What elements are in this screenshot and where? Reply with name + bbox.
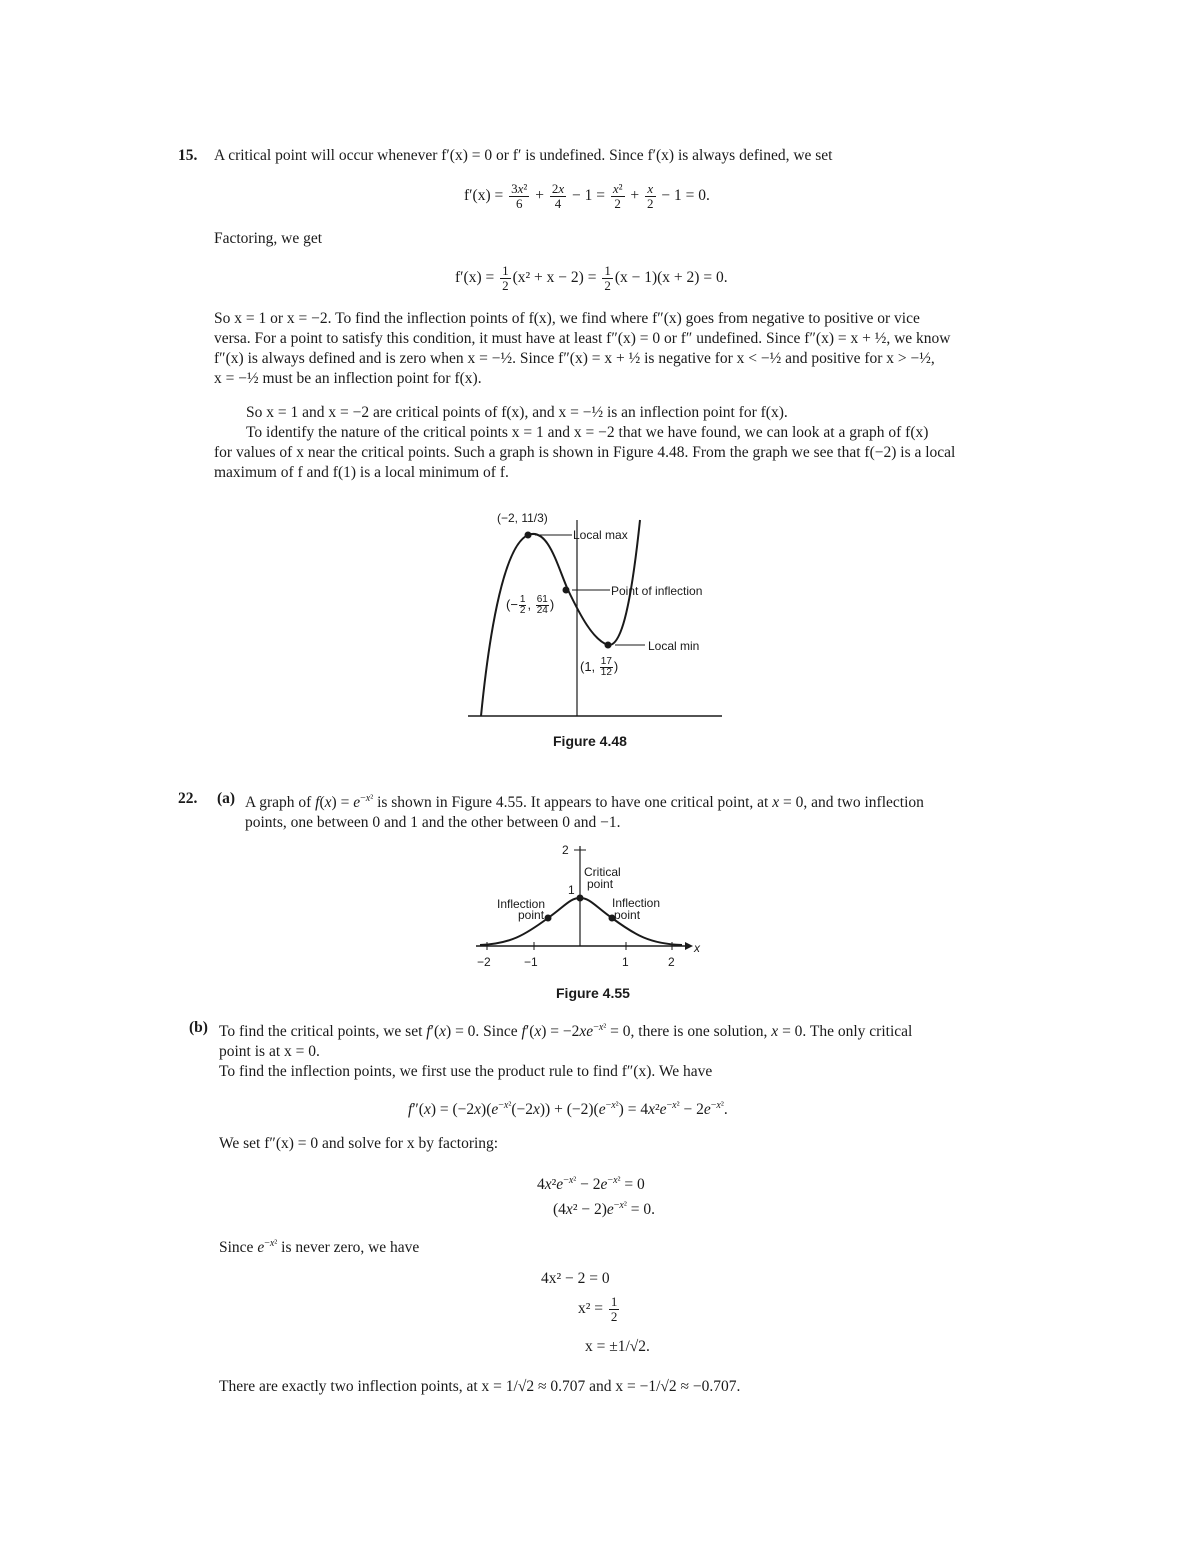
fig455-tick-y2: 2 xyxy=(562,843,569,857)
p22-equation-4b: $(4x^2 - 2)e^{-x^2} = 0$. xyxy=(553,1200,655,1219)
fig455-label-inflection-left-2: point xyxy=(518,908,545,922)
figure-4-55 xyxy=(470,840,710,980)
fig455-label-critical-2: point xyxy=(587,877,614,891)
figure-4-55-caption: Figure 4.55 xyxy=(556,985,630,1001)
fig448-label-local-min: Local min xyxy=(648,639,700,653)
fig448-local-max-point xyxy=(525,532,532,539)
fig448-min-coords: (1, $\frac{17}{12}$ ) xyxy=(580,656,619,678)
fig455-tick-y1: 1 xyxy=(568,883,575,897)
problem-number-15: 15. xyxy=(178,147,198,164)
part-b-never-zero: Since $e^{-x^2}$ is never zero, we have xyxy=(219,1238,420,1257)
p22-equation-fpp: $f''(x) = (-2x)(e^{-x^2}(-2x)) + (-2)(e^{-x^2}) = 4x^2e^{-x^2} - 2e^{-x^2}$. xyxy=(408,1100,728,1119)
part-a-text: A graph of $f(x) = e^{-x^2}$ is shown in Figure 4.55. It appears to have one critical point, at x = 0, and two inflection points, one between 0 and 1 and the other between 0 and −1. xyxy=(245,793,924,832)
p15-paragraph-1: So x = 1 or x = −2. To find the inflection points of f(x), we find where f″(x) goes from negative to positive or vice versa. For a point to satisfy this condition, it must have at least f″(x) = 0 or f″ undefined. Since f″(x) = x + ½, we know f″(x) is always defined and is zero when x = −½. Since f″(x) = x + ½ is negative for x < −½ and positive for x > −½, x = −½ must be an inflection point for f(x). xyxy=(214,310,951,387)
fig455-label-critical: Critical xyxy=(584,865,621,879)
fig448-curve xyxy=(481,520,640,716)
fig455-label-inflection-right: Inflection xyxy=(612,896,661,910)
part-b-text: To find the critical points, we set f′(x) = 0. Since $f'(x) = -2xe^{-x^2} = 0$, there is one solution, x = 0. The only critical point is at x = 0. To find the inflection points, we first use the product rule to find f″(x). We have xyxy=(219,1022,913,1081)
figure-4-48-caption: Figure 4.48 xyxy=(553,733,627,749)
part-a-label: (a) xyxy=(217,790,236,807)
p15-paragraph-3: To identify the nature of the critical points x = 1 and x = −2 that we have found, we can look at a graph of f(x) for values of x near the critical points. Such a graph is shown in Figure 4.48. From the graph we see that f(−2) is a local maximum of f and f(1) is a local minimum of f. xyxy=(214,424,956,481)
fig455-tick-x1: 1 xyxy=(622,955,629,969)
fig448-label-max-coords: (−2, 11/3) xyxy=(497,511,548,525)
fig455-tick-x2: 2 xyxy=(668,955,675,969)
fig448-inflection-point xyxy=(563,587,570,594)
fig455-inflection-left xyxy=(545,915,552,922)
fig448-label-local-max: Local max xyxy=(573,528,628,542)
fig455-critical-point xyxy=(577,895,584,902)
fig455-label-inflection-right-2: point xyxy=(614,908,641,922)
p15-equation-2: f′(x) = $\frac{1}{2}$ (x² + x − 2) = $\frac{1}{2}$ (x − 1)(x + 2) = 0. xyxy=(455,263,728,293)
fig448-inflection-coords: (− $\frac{1}{2}$ , $\frac{61}{24}$ ) xyxy=(506,594,555,616)
p15-intro: A critical point will occur whenever f′(x) = 0 or f′ is undefined. Since f′(x) is always defined, we set xyxy=(214,147,833,164)
fig455-tick-xm2: −2 xyxy=(477,955,491,969)
fig448-local-min-point xyxy=(605,642,612,649)
p22-equation-5a: 4x² − 2 = 0 xyxy=(541,1270,610,1287)
fig448-label-inflection: Point of inflection xyxy=(611,584,703,598)
fig455-tick-xm1: −1 xyxy=(524,955,538,969)
p15-paragraph-2: So x = 1 and x = −2 are critical points of f(x), and x = −½ is an inflection point for f(x). xyxy=(246,404,788,421)
fig455-label-inflection-left: Inflection xyxy=(497,897,546,911)
p22-equation-4a: $4x^2e^{-x^2} - 2e^{-x^2} = 0$ xyxy=(537,1175,645,1194)
fig455-axis-x-label: x xyxy=(694,941,700,955)
part-b-label: (b) xyxy=(189,1019,208,1036)
p22-equation-5b: x² = $\frac{1}{2}$ xyxy=(578,1294,618,1324)
figure-4-48 xyxy=(460,505,730,725)
problem-number-22: 22. xyxy=(178,790,198,807)
p15-equation-1: f′(x) = $\frac{\text{3x²}}{6}$ + $\frac{2x}{4}$ − 1 = $\frac{\text{x²}}{2}$ + $\frac{x}{2}$ − 1 = 0. xyxy=(464,181,710,211)
part-b-set-zero: We set f″(x) = 0 and solve for x by factoring: xyxy=(219,1135,499,1152)
part-b-conclusion: There are exactly two inflection points, at x = 1/√2 ≈ 0.707 and x = −1/√2 ≈ −0.707. xyxy=(219,1378,741,1395)
p22-equation-5c: x = ±1/√2. xyxy=(585,1338,650,1355)
p15-factoring: Factoring, we get xyxy=(214,230,323,247)
